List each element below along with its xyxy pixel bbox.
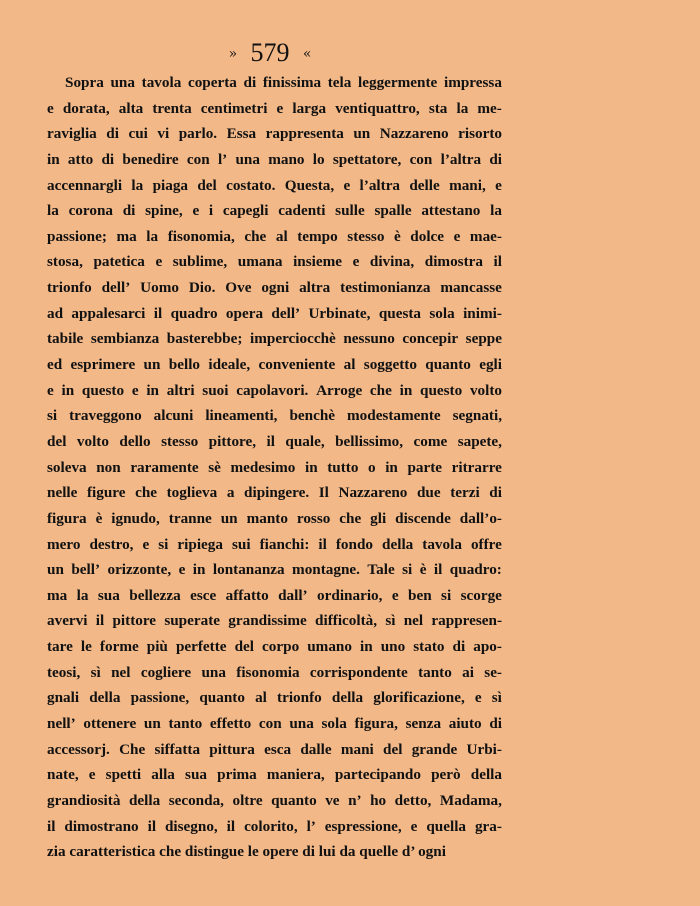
text-line: avervi il pittore superate grandissime difficoltà, sì nel rappresen- — [47, 612, 502, 630]
text-line: la corona di spine, e i capegli cadenti sulle spalle attestano la — [47, 202, 502, 220]
text-line: figura è ignudo, tranne un manto rosso che gli discende dall’o- — [47, 509, 502, 527]
text-line: tare le forme più perfette del corpo umano in uno stato di apo- — [47, 638, 502, 656]
text-line: passione; ma la fisonomia, che al tempo stesso è dolce e mae- — [47, 227, 502, 245]
text-line: nell’ ottenere un tanto effetto con una sola figura, senza aiuto di — [47, 715, 502, 733]
ornament-left: » — [228, 46, 238, 62]
text-line: e dorata, alta trenta centimetri e larga ventiquattro, sta la me- — [47, 99, 502, 117]
text-line: del volto dello stesso pittore, il quale, bellissimo, come sapete, — [47, 432, 502, 450]
text-line: soleva non raramente sè medesimo in tutto o in parte ritrarre — [47, 458, 502, 476]
text-line: raviglia di cui vi parlo. Essa rappresenta un Nazzareno risorto — [47, 125, 502, 143]
text-line: Sopra una tavola coperta di finissima tela leggermente impressa — [65, 74, 502, 91]
text-line: trionfo dell’ Uomo Dio. Ove ogni altra testimonianza mancasse — [47, 279, 502, 297]
text-line: accennargli la piaga del costato. Questa, e l’altra delle mani, e — [47, 176, 502, 194]
text-line: ma la sua bellezza esce affatto dall’ ordinario, e ben si scorge — [47, 586, 502, 604]
text-line: grandiosità della seconda, oltre quanto ve n’ ho detto, Madama, — [47, 791, 502, 809]
text-line: il dimostrano il disegno, il colorito, l’ espressione, e quella gra- — [47, 817, 502, 835]
text-line: nate, e spetti alla sua prima maniera, partecipando però della — [47, 766, 502, 784]
text-line: in atto di benedire con l’ una mano lo spettatore, con l’altra di — [47, 150, 502, 168]
text-line: ad appalesarci il quadro opera dell’ Urbinate, questa sola inimi- — [47, 304, 502, 322]
ornament-right: « — [302, 46, 312, 62]
text-line: si traveggono alcuni lineamenti, benchè modestamente segnati, — [47, 407, 502, 425]
text-line: e in questo e in altri suoi capolavori. Arroge che in questo volto — [47, 381, 502, 399]
text-line: zia caratteristica che distingue le opere di lui da quelle d’ ogni — [47, 843, 446, 861]
page-number: 579 — [250, 38, 290, 67]
text-line: ed esprimere un bello ideale, conveniente al soggetto quanto egli — [47, 356, 502, 374]
text-line: accessorj. Che siffatta pittura esca dalle mani del grande Urbi- — [47, 740, 502, 758]
body-text — [47, 70, 502, 865]
text-line: tabile sembianza basterebbe; imperciocchè nessuno concepir seppe — [47, 330, 502, 348]
text-line: gnali della passione, quanto al trionfo della glorificazione, e sì — [47, 689, 502, 707]
text-line: un bell’ orizzonte, e in lontananza montagne. Tale si è il quadro: — [47, 561, 502, 579]
page-header — [0, 38, 540, 69]
text-line: stosa, patetica e sublime, umana insieme e divina, dimostra il — [47, 253, 502, 271]
text-line: mero destro, e si ripiega sui fianchi: il fondo della tavola offre — [47, 535, 502, 553]
text-line: nelle figure che toglieva a dipingere. Il Nazzareno due terzi di — [47, 484, 502, 502]
text-line: teosi, sì nel cogliere una fisonomia corrispondente tanto ai se- — [47, 663, 502, 681]
